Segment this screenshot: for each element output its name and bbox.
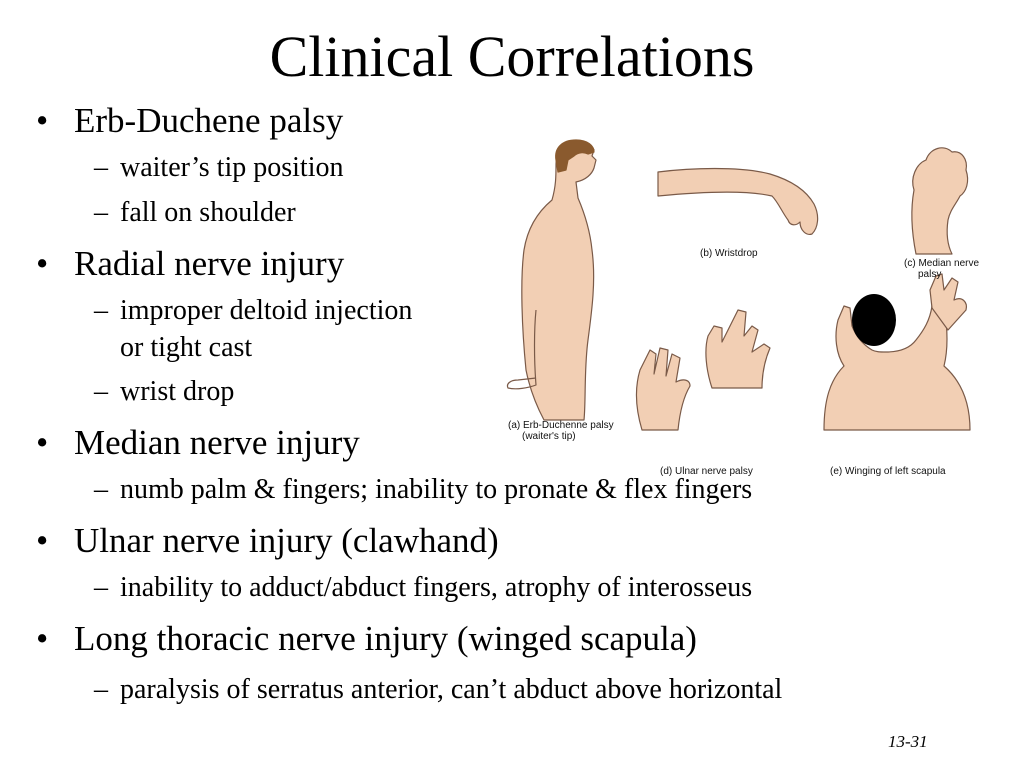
ulnar-hand-right xyxy=(706,310,770,388)
caption-c-line2: palsy xyxy=(918,269,942,280)
back-figure-head xyxy=(852,294,896,346)
bullet-text: Ulnar nerve injury (clawhand) xyxy=(74,521,499,560)
sub-bullet-text: paralysis of serratus anterior, can’t abduct above horizontal xyxy=(120,674,783,705)
ulnar-hand-left xyxy=(636,348,690,430)
sub-bullet-text: inability to adduct/abduct fingers, atrophy of interosseus xyxy=(120,572,753,603)
dash-marker: – xyxy=(94,152,108,183)
sub-bullet-text: wrist drop xyxy=(120,376,235,407)
sub-bullet-text: or tight cast xyxy=(120,332,253,363)
bullet-text: Radial nerve injury xyxy=(74,244,345,283)
dash-marker: – xyxy=(94,572,108,603)
sub-bullet-text: fall on shoulder xyxy=(120,197,296,228)
dash-marker: – xyxy=(94,674,108,705)
median-nerve-hand xyxy=(912,148,968,254)
bullet-marker: • xyxy=(36,101,49,140)
caption-d: (d) Ulnar nerve palsy xyxy=(660,466,753,477)
bullet-marker: • xyxy=(36,521,49,560)
bullet-marker: • xyxy=(36,423,49,462)
bullet-text: Long thoracic nerve injury (winged scapula) xyxy=(74,619,697,658)
sub-bullet-text: improper deltoid injection xyxy=(120,295,413,326)
sub-bullet-text: numb palm & fingers; inability to pronate & flex fingers xyxy=(120,474,753,505)
caption-a-line1: (a) Erb-Duchenne palsy xyxy=(508,420,614,431)
caption-b: (b) Wristdrop xyxy=(700,248,758,259)
dash-marker: – xyxy=(94,376,108,407)
dash-marker: – xyxy=(94,197,108,228)
bullet-marker: • xyxy=(36,244,49,283)
wristdrop-arm xyxy=(658,169,818,235)
nerve-injury-illustration xyxy=(500,130,1000,480)
slide-number: 13-31 xyxy=(888,732,928,751)
slide-title: Clinical Correlations xyxy=(269,24,755,89)
caption-c-line1: (c) Median nerve xyxy=(904,258,980,269)
caption-e: (e) Winging of left scapula xyxy=(830,466,946,477)
dash-marker: – xyxy=(94,295,108,326)
bullet-text: Median nerve injury xyxy=(74,423,360,462)
bullet-text: Erb-Duchene palsy xyxy=(74,101,344,140)
bullet-marker: • xyxy=(36,619,49,658)
dash-marker: – xyxy=(94,474,108,505)
caption-a-line2: (waiter's tip) xyxy=(522,431,576,442)
sub-bullet-text: waiter’s tip position xyxy=(120,152,344,183)
